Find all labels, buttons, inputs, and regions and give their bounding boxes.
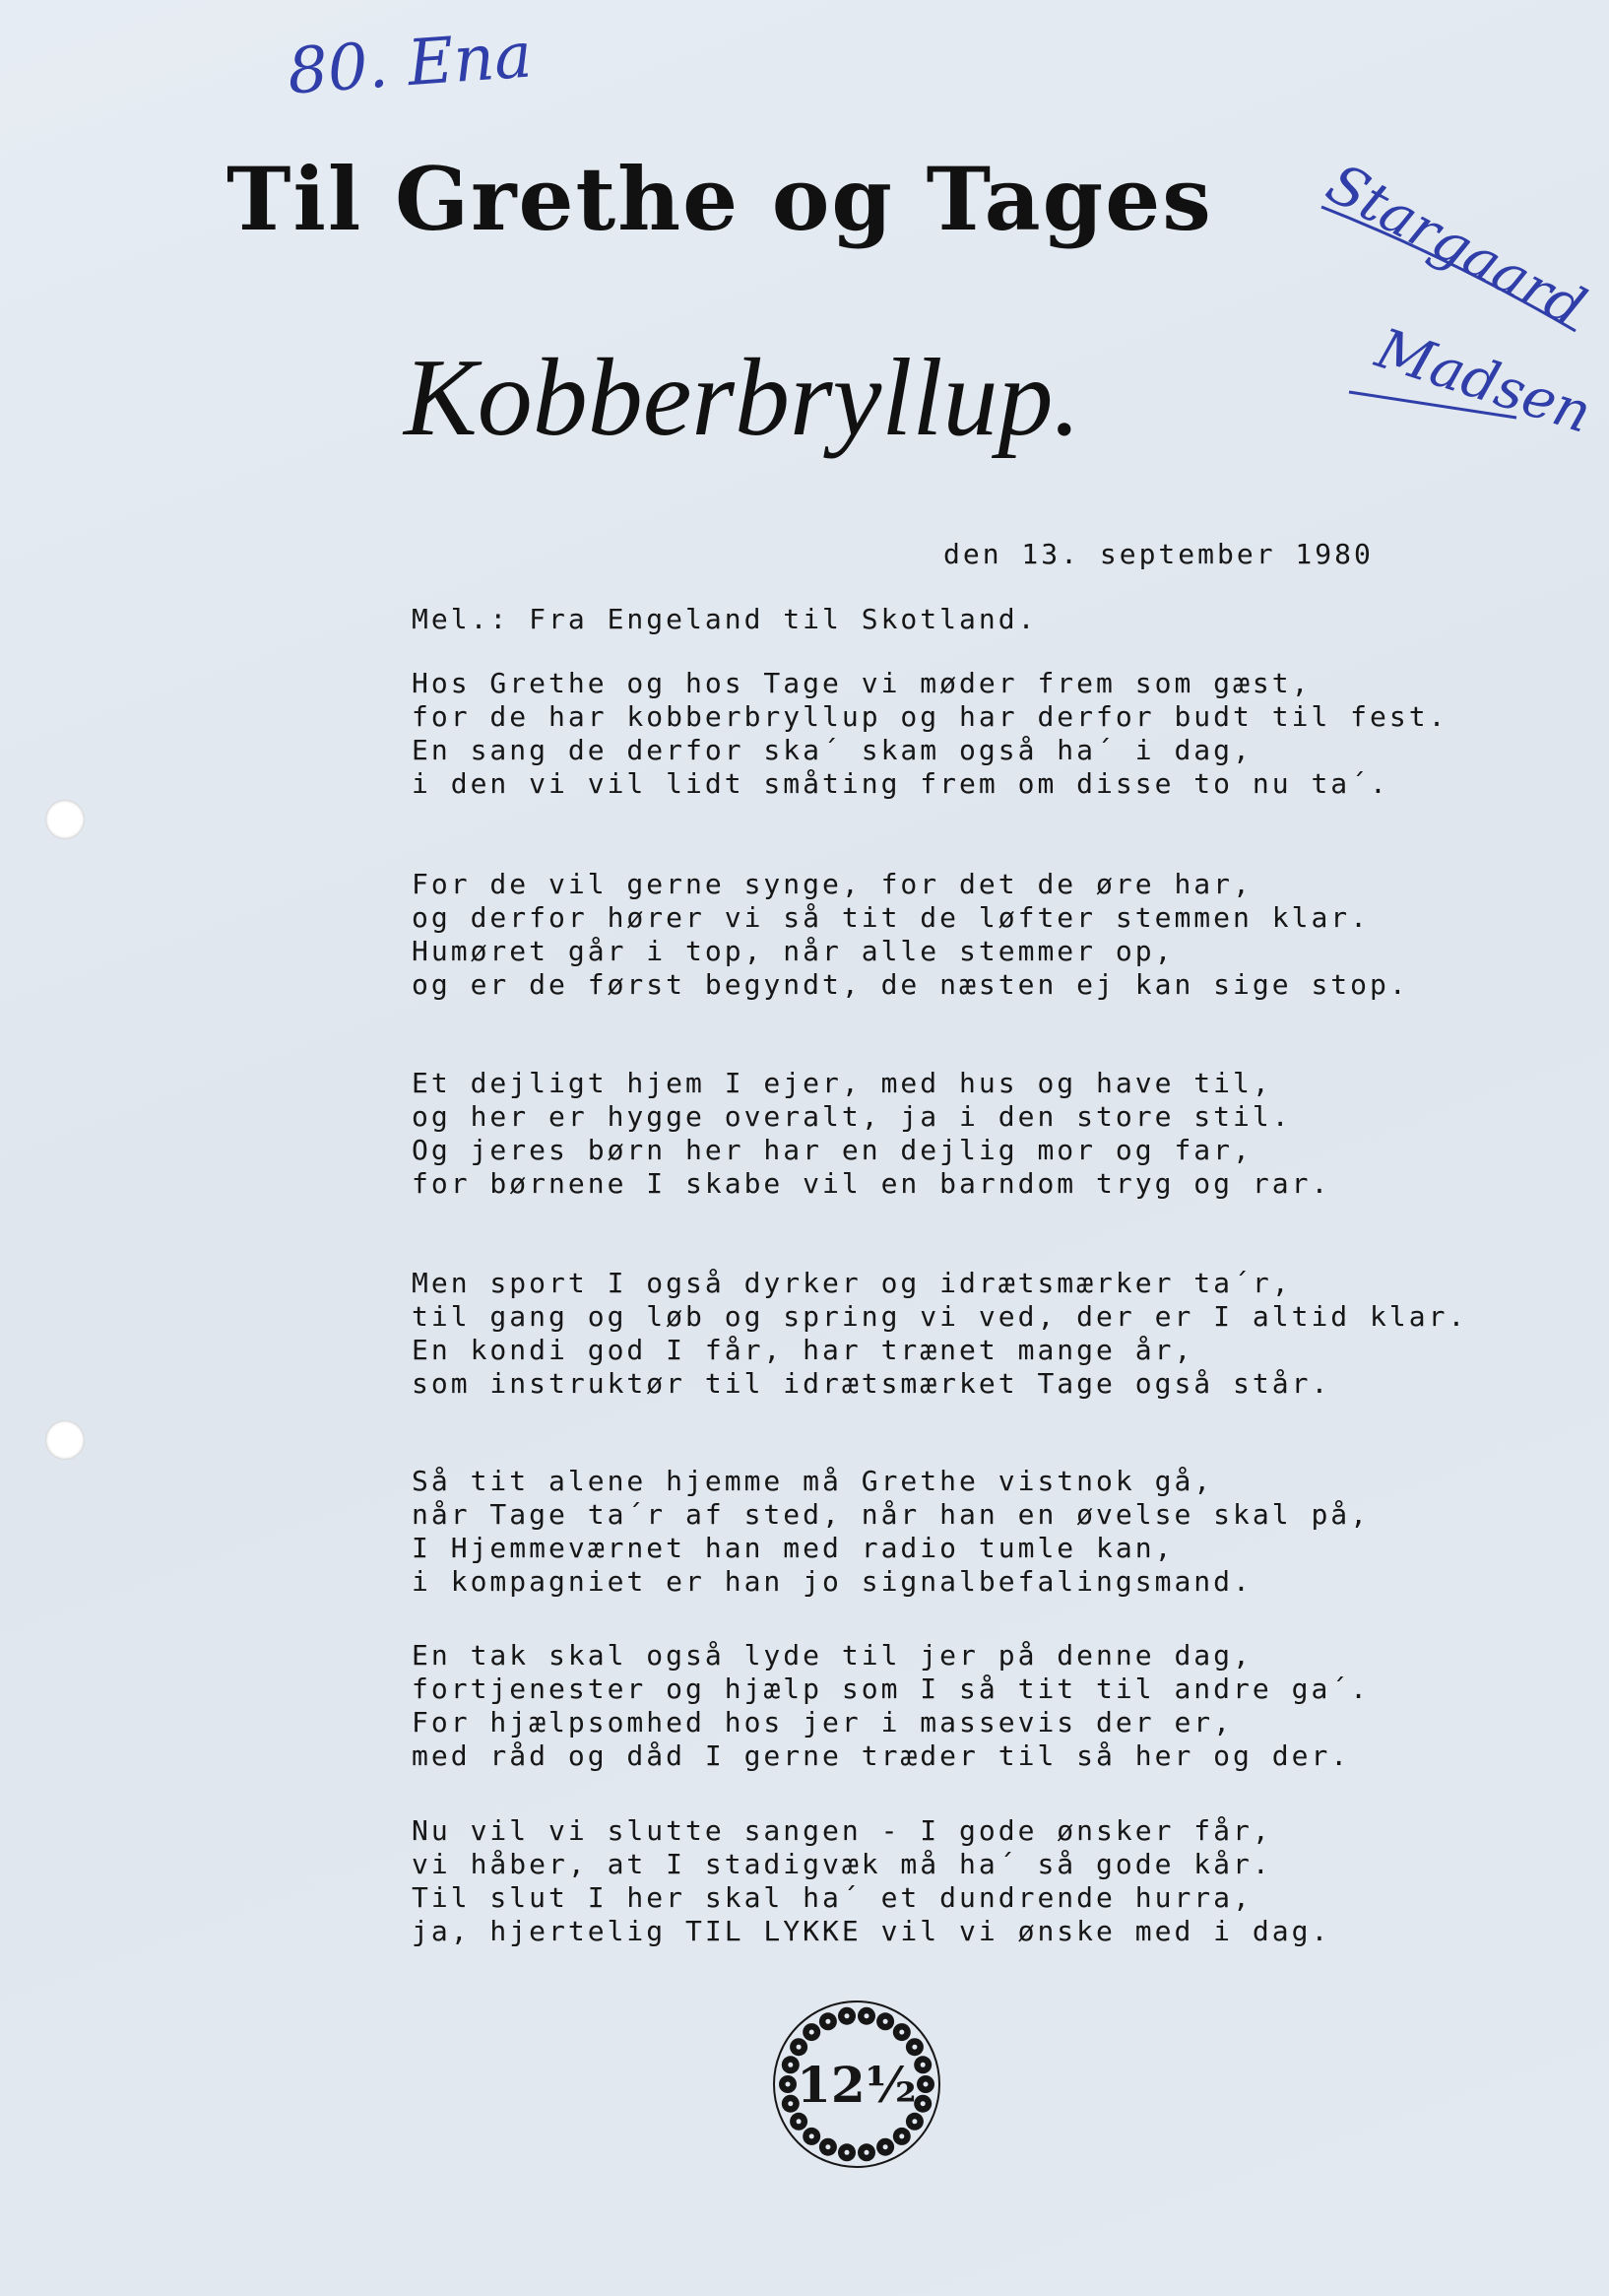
emblem-flower-center — [899, 2030, 904, 2035]
anniversary-emblem — [770, 1998, 943, 2171]
verse-line: til gang og løb og spring vi ved, der er I altid klar. — [412, 1300, 1468, 1333]
verse-line: Humøret går i top, når alle stemmer op, — [412, 935, 1175, 967]
verse-line: og er de først begyndt, de næsten ej kan sige stop. — [412, 968, 1409, 1001]
verse-line: En kondi god I får, har trænet mange år, — [412, 1334, 1194, 1366]
emblem-number: 12½ — [797, 2056, 917, 2114]
verse-5 — [412, 1465, 1370, 1599]
verse-line: En sang de derfor ska´ skam også ha´ i dag, — [412, 734, 1253, 766]
verse-line: Et dejligt hjem I ejer, med hus og have til, — [412, 1067, 1272, 1099]
verse-line: og her er hygge overalt, ja i den store stil. — [412, 1100, 1292, 1133]
punch-hole-bottom — [45, 1420, 85, 1460]
verse-line: med råd og dåd I gerne træder til så her og der. — [412, 1739, 1351, 1772]
verse-line: Men sport I også dyrker og idrætsmærker ta´r, — [412, 1267, 1292, 1299]
title-line-1: Til Grethe og Tages — [226, 148, 1213, 250]
emblem-flower-center — [786, 2082, 791, 2087]
verse-1 — [412, 667, 1448, 801]
verse-line: og derfor hører vi så tit de løfter stemmen klar. — [412, 901, 1371, 934]
verse-line: For de vil gerne synge, for det de øre har, — [412, 868, 1253, 900]
verse-line: En tak skal også lyde til jer på denne dag, — [412, 1639, 1253, 1672]
verse-4 — [412, 1267, 1467, 1401]
verse-line: Og jeres børn her har en dejlig mor og far, — [412, 1134, 1253, 1166]
pen-stroke-1 — [1321, 207, 1576, 331]
verse-line: Hos Grethe og hos Tage vi møder frem som gæst, — [412, 667, 1312, 699]
handwritten-note-right-1: Stargaard — [1316, 151, 1596, 341]
emblem-flower-center — [865, 2013, 869, 2018]
handwritten-underlines — [0, 0, 1609, 591]
verse-line: vi håber, at I stadigvæk må ha´ så gode kår. — [412, 1848, 1272, 1880]
emblem-flower-center — [809, 2030, 814, 2035]
emblem-flower-center — [797, 2045, 802, 2050]
verse-line: som instruktør til idrætsmærket Tage også står. — [412, 1367, 1331, 1400]
verse-line: I Hjemmeværnet han med radio tumle kan, — [412, 1532, 1175, 1564]
verse-line: fortjenester og hjælp som I så tit til andre ga´. — [412, 1673, 1371, 1705]
emblem-flower-center — [845, 2013, 850, 2018]
verse-3 — [412, 1067, 1330, 1201]
emblem-flower-center — [825, 2144, 830, 2149]
verse-line: Så tit alene hjemme må Grethe vistnok gå, — [412, 1465, 1214, 1497]
handwritten-note-top-left: 80. Ena — [285, 19, 535, 109]
emblem-flower-center — [788, 2063, 793, 2067]
emblem-flower-center — [883, 2144, 888, 2149]
emblem-flower-center — [921, 2063, 926, 2067]
verse-line: For hjælpsomhed hos jer i massevis der er, — [412, 1706, 1234, 1738]
verse-line: når Tage ta´r af sted, når han en øvelse skal på, — [412, 1498, 1371, 1531]
emblem-flower-center — [809, 2133, 814, 2138]
emblem-flower-center — [921, 2101, 926, 2106]
emblem-flower-center — [912, 2045, 917, 2050]
melody-line: Mel.: Fra Engeland til Skotland. — [412, 603, 1038, 635]
verse-line: i den vi vil lidt småting frem om disse to nu ta´. — [412, 767, 1389, 800]
punch-hole-top — [45, 800, 85, 839]
verse-line: for de har kobberbryllup og har derfor budt til fest. — [412, 700, 1448, 733]
emblem-flower-center — [788, 2101, 793, 2106]
verse-line: Til slut I her skal ha´ et dundrende hurra, — [412, 1881, 1253, 1914]
verse-7 — [412, 1814, 1330, 1948]
emblem-flower-center — [797, 2119, 802, 2124]
verse-2 — [412, 868, 1409, 1002]
title-line-2: Kobberbryllup. — [404, 337, 1081, 459]
emblem-flower-center — [924, 2082, 929, 2087]
verse-6 — [412, 1639, 1370, 1773]
verse-line: ja, hjertelig TIL LYKKE vil vi ønske med i dag. — [412, 1915, 1331, 1947]
emblem-flower-center — [883, 2019, 888, 2024]
emblem-flower-center — [825, 2019, 830, 2024]
emblem-flower-center — [865, 2150, 869, 2155]
verse-line: Nu vil vi slutte sangen - I gode ønsker får, — [412, 1814, 1272, 1847]
emblem-flower-center — [912, 2119, 917, 2124]
handwritten-note-right-2: Madsen — [1368, 316, 1599, 446]
date-line: den 13. september 1980 — [943, 538, 1374, 570]
pen-stroke-2 — [1349, 392, 1516, 418]
emblem-flower-center — [899, 2133, 904, 2138]
verse-line: i kompagniet er han jo signalbefalingsmand. — [412, 1565, 1253, 1598]
emblem-flower-center — [845, 2150, 850, 2155]
verse-line: for børnene I skabe vil en barndom tryg og rar. — [412, 1167, 1331, 1200]
